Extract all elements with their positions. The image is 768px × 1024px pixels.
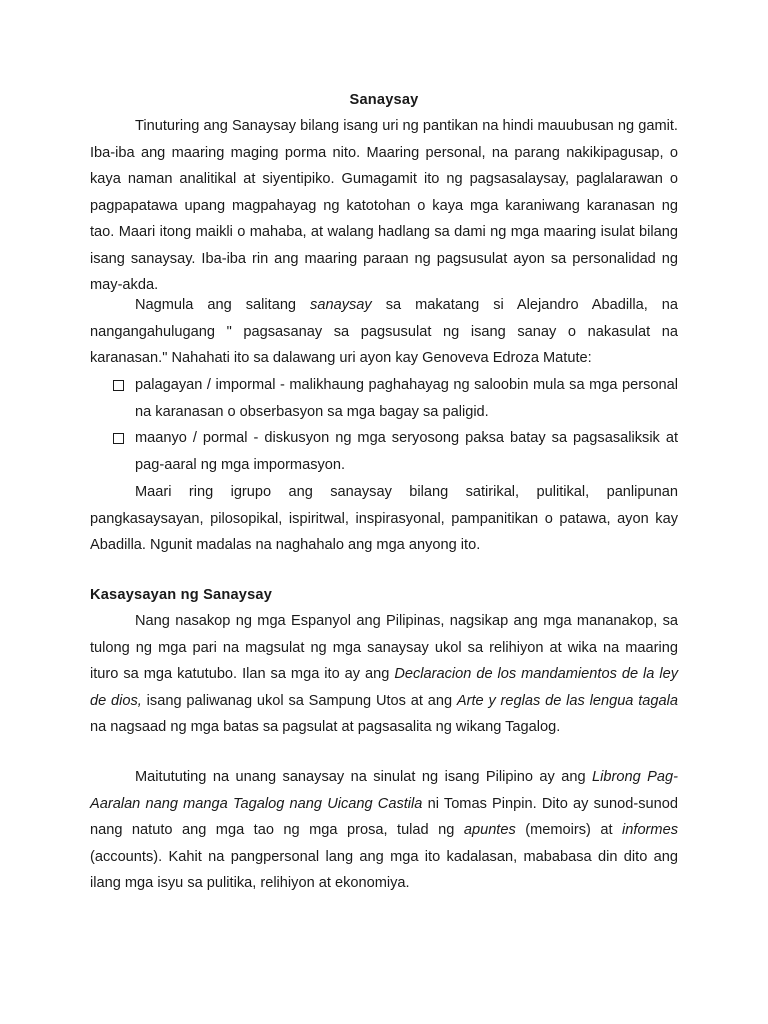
- checkbox-square-icon: [113, 380, 124, 391]
- first-essay-italic-2: apuntes: [463, 822, 516, 838]
- origin-text-before: Nagmula ang salitang: [135, 297, 311, 313]
- first-essay-text-1: Maitututing na unang sanaysay na sinulat ng isang Pilipino ay ang: [135, 769, 593, 785]
- first-essay-text-4: (accounts). Kahit na pangpersonal lang ang mga ito kadalasan, mababasa din dito ang ilang mga isyu sa pulitika, relihiyon at ekonomiya.: [90, 848, 678, 891]
- classification-paragraph: Maari ring igrupo ang sanaysay bilang satirikal, pulitikal, panlipunan pangkasaysayan, pilosopikal, ispiritwal, inspirasyonal, pampanitikan o patawa, ayon kay Abadilla. Ngunit madalas na naghahalo ang mga anyong ito.: [90, 484, 678, 553]
- history-paragraph: [90, 608, 678, 741]
- origin-text-after: sa makatang si Alejandro Abadilla, na nangangahulugang " pagsasanay sa pagsusulat ng isang sanay o nakasulat na karanasan." Nahahati ito sa dalawang uri ayon kay Genoveva Edroza Matute:: [90, 297, 678, 366]
- origin-paragraph: [90, 292, 678, 372]
- first-essay-text-2: ni Tomas Pinpin. Dito ay sunod-sunod nang natuto ang mga tao ng mga prosa, tulad ng: [90, 795, 678, 838]
- intro-paragraph: Tinuturing ang Sanaysay bilang isang uri ng pantikan na hindi mauubusan ng gamit. Iba-iba ang maaring maging porma nito. Maaring personal, na parang nakikipagusap, o kaya naman analitikal at siyentipiko. Gumagamit ito ng pagsasalaysay, paglalarawan o pagpapatawa upang magpahayag ng katotohan o kaya mga karaniwang karanasan ng tao. Maari itong maikli o mahaba, at walang hadlang sa dami ng mga maaring isulat bilang isang sanaysay. Iba-iba rin ang maaring paraan ng pagsusulat ayon sa personalidad ng may-akda.: [90, 118, 678, 293]
- first-essay-italic-3: informes: [622, 822, 678, 838]
- page-title: Sanaysay: [349, 92, 419, 108]
- origin-italic-term: sanaysay: [310, 297, 372, 313]
- history-italic-1: Declaracion de los mandamientos de la ley de dios,: [90, 666, 678, 709]
- types-list: [90, 372, 678, 478]
- history-text-3: na nagsaad ng mga batas sa pagsulat at pagsasalita ng wikang Tagalog.: [90, 719, 561, 735]
- list-item: [90, 372, 678, 425]
- list-item-text: palagayan / impormal - malikhaung paghahayag ng saloobin mula sa mga personal na karanasan o obserbasyon sa mga bagay sa paligid.: [135, 377, 678, 420]
- first-essay-text-3: (memoirs) at: [515, 822, 623, 838]
- list-item: [90, 425, 678, 478]
- history-text-2: isang paliwanag ukol sa Sampung Utos at ang: [141, 692, 457, 709]
- history-italic-2: Arte y reglas de las lengua tagala: [456, 692, 678, 709]
- history-text-1: Nang nasakop ng mga Espanyol ang Pilipinas, nagsikap ang mga mananakop, sa tulong ng mga pari na magsulat ng mga sanaysay ukol sa relihiyon at wika na maaring ituro sa mga katutubo. Ilan sa mga ito ay ang: [90, 613, 678, 682]
- first-essay-paragraph: [90, 764, 678, 897]
- section-heading: Kasaysayan ng Sanaysay: [90, 587, 273, 603]
- checkbox-square-icon: [113, 433, 124, 444]
- first-essay-italic-1: Librong Pag-Aaralan nang manga Tagalog nang Uicang Castila: [90, 769, 678, 812]
- list-item-text: maanyo / pormal - diskusyon ng mga seryosong paksa batay sa pagsasaliksik at pag-aaral ng mga impormasyon.: [135, 430, 678, 473]
